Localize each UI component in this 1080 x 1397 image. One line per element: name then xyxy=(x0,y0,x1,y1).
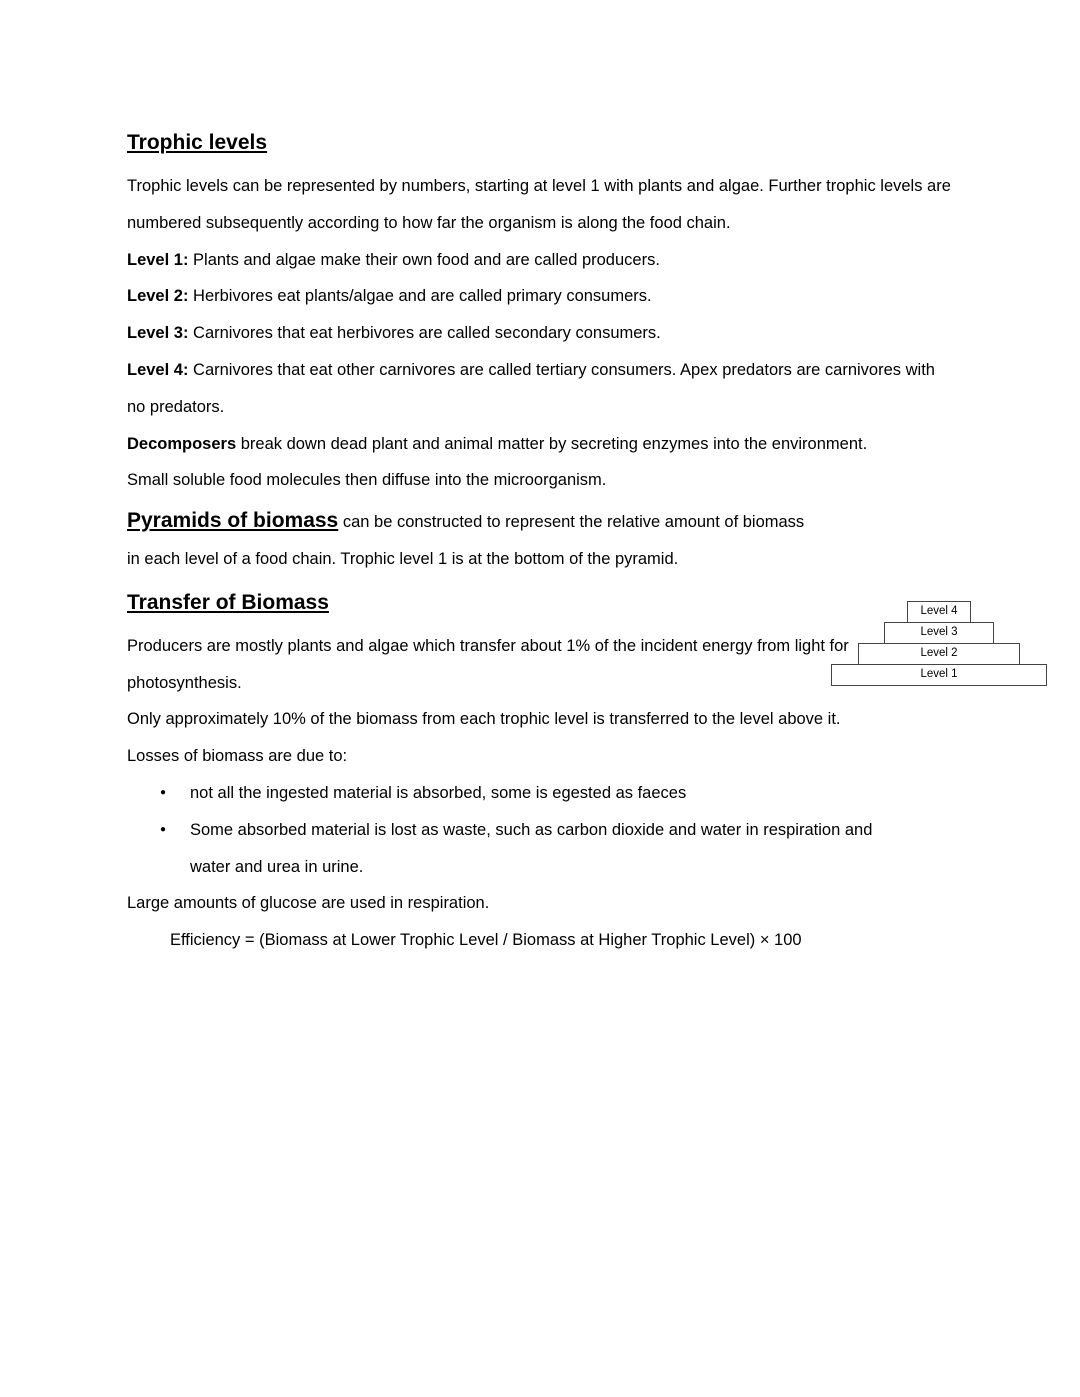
level-4-label: Level 4: xyxy=(127,360,189,379)
heading-trophic-levels: Trophic levels xyxy=(127,131,268,154)
paragraph-losses-intro: Losses of biomass are due to: xyxy=(127,747,348,766)
paragraph-intro: Trophic levels can be represented by numbers, starting at level 1 with plants and algae. Further trophic levels are numbered subsequently according to how far the organism is along the food chain. xyxy=(127,177,951,232)
pyramid-level-2-box: Level 2 xyxy=(858,643,1020,665)
level-1-text: Plants and algae make their own food and are called producers. xyxy=(188,250,660,269)
paragraph-level-3 xyxy=(127,315,953,352)
list-item-faeces: ● not all the ingested material is absorbed, some is egested as faeces xyxy=(190,775,890,812)
pyramids-text: can be constructed to represent the relative amount of biomass in each level of a food chain. Trophic level 1 is at the bottom of the pyramid. xyxy=(127,513,805,568)
paragraph-pyramids-of-biomass xyxy=(127,503,805,578)
level-1-label: Level 1: xyxy=(127,250,189,269)
paragraph-producers: Producers are mostly plants and algae which transfer about 1% of the incident energy from light for photosynthesis. xyxy=(127,636,849,692)
paragraph-small-soluble: Small soluble food molecules then diffuse into the microorganism. xyxy=(127,471,607,490)
level-3-label: Level 3: xyxy=(127,324,189,343)
decomposers-text: break down dead plant and animal matter by secreting enzymes into the environment. xyxy=(236,434,868,453)
level-4-text: Carnivores that eat other carnivores are called tertiary consumers. Apex predators are carnivores with no predators. xyxy=(127,360,935,416)
list-item-waste: ● Some absorbed material is lost as waste, such as carbon dioxide and water in respiration and water and urea in urine. xyxy=(190,812,890,886)
pyramid-level-3-box: Level 3 xyxy=(884,622,994,644)
level-2-label: Level 2: xyxy=(127,287,189,306)
heading-pyramids-of-biomass: Pyramids of biomass xyxy=(127,509,339,533)
paragraph-decomposers xyxy=(127,426,953,463)
paragraph-level-1 xyxy=(127,242,953,279)
losses-list xyxy=(127,775,953,885)
paragraph-level-2 xyxy=(127,278,953,315)
level-3-text: Carnivores that eat herbivores are called secondary consumers. xyxy=(188,324,661,343)
pyramid-level-1-box: Level 1 xyxy=(831,664,1047,686)
biomass-pyramid-diagram xyxy=(831,601,1047,686)
pyramid-level-4-box: Level 4 xyxy=(907,601,971,623)
level-2-text: Herbivores eat plants/algae and are called primary consumers. xyxy=(188,287,652,306)
paragraph-ten-percent: Only approximately 10% of the biomass from each trophic level is transferred to the level above it. xyxy=(127,710,841,729)
paragraph-glucose: Large amounts of glucose are used in respiration. xyxy=(127,894,490,913)
document-body xyxy=(127,122,953,959)
paragraph-efficiency-formula: Efficiency = (Biomass at Lower Trophic Level / Biomass at Higher Trophic Level) × 100 xyxy=(170,931,802,950)
heading-transfer-of-biomass: Transfer of Biomass xyxy=(127,590,329,614)
decomposers-label: Decomposers xyxy=(127,434,237,453)
paragraph-level-4 xyxy=(127,352,953,426)
